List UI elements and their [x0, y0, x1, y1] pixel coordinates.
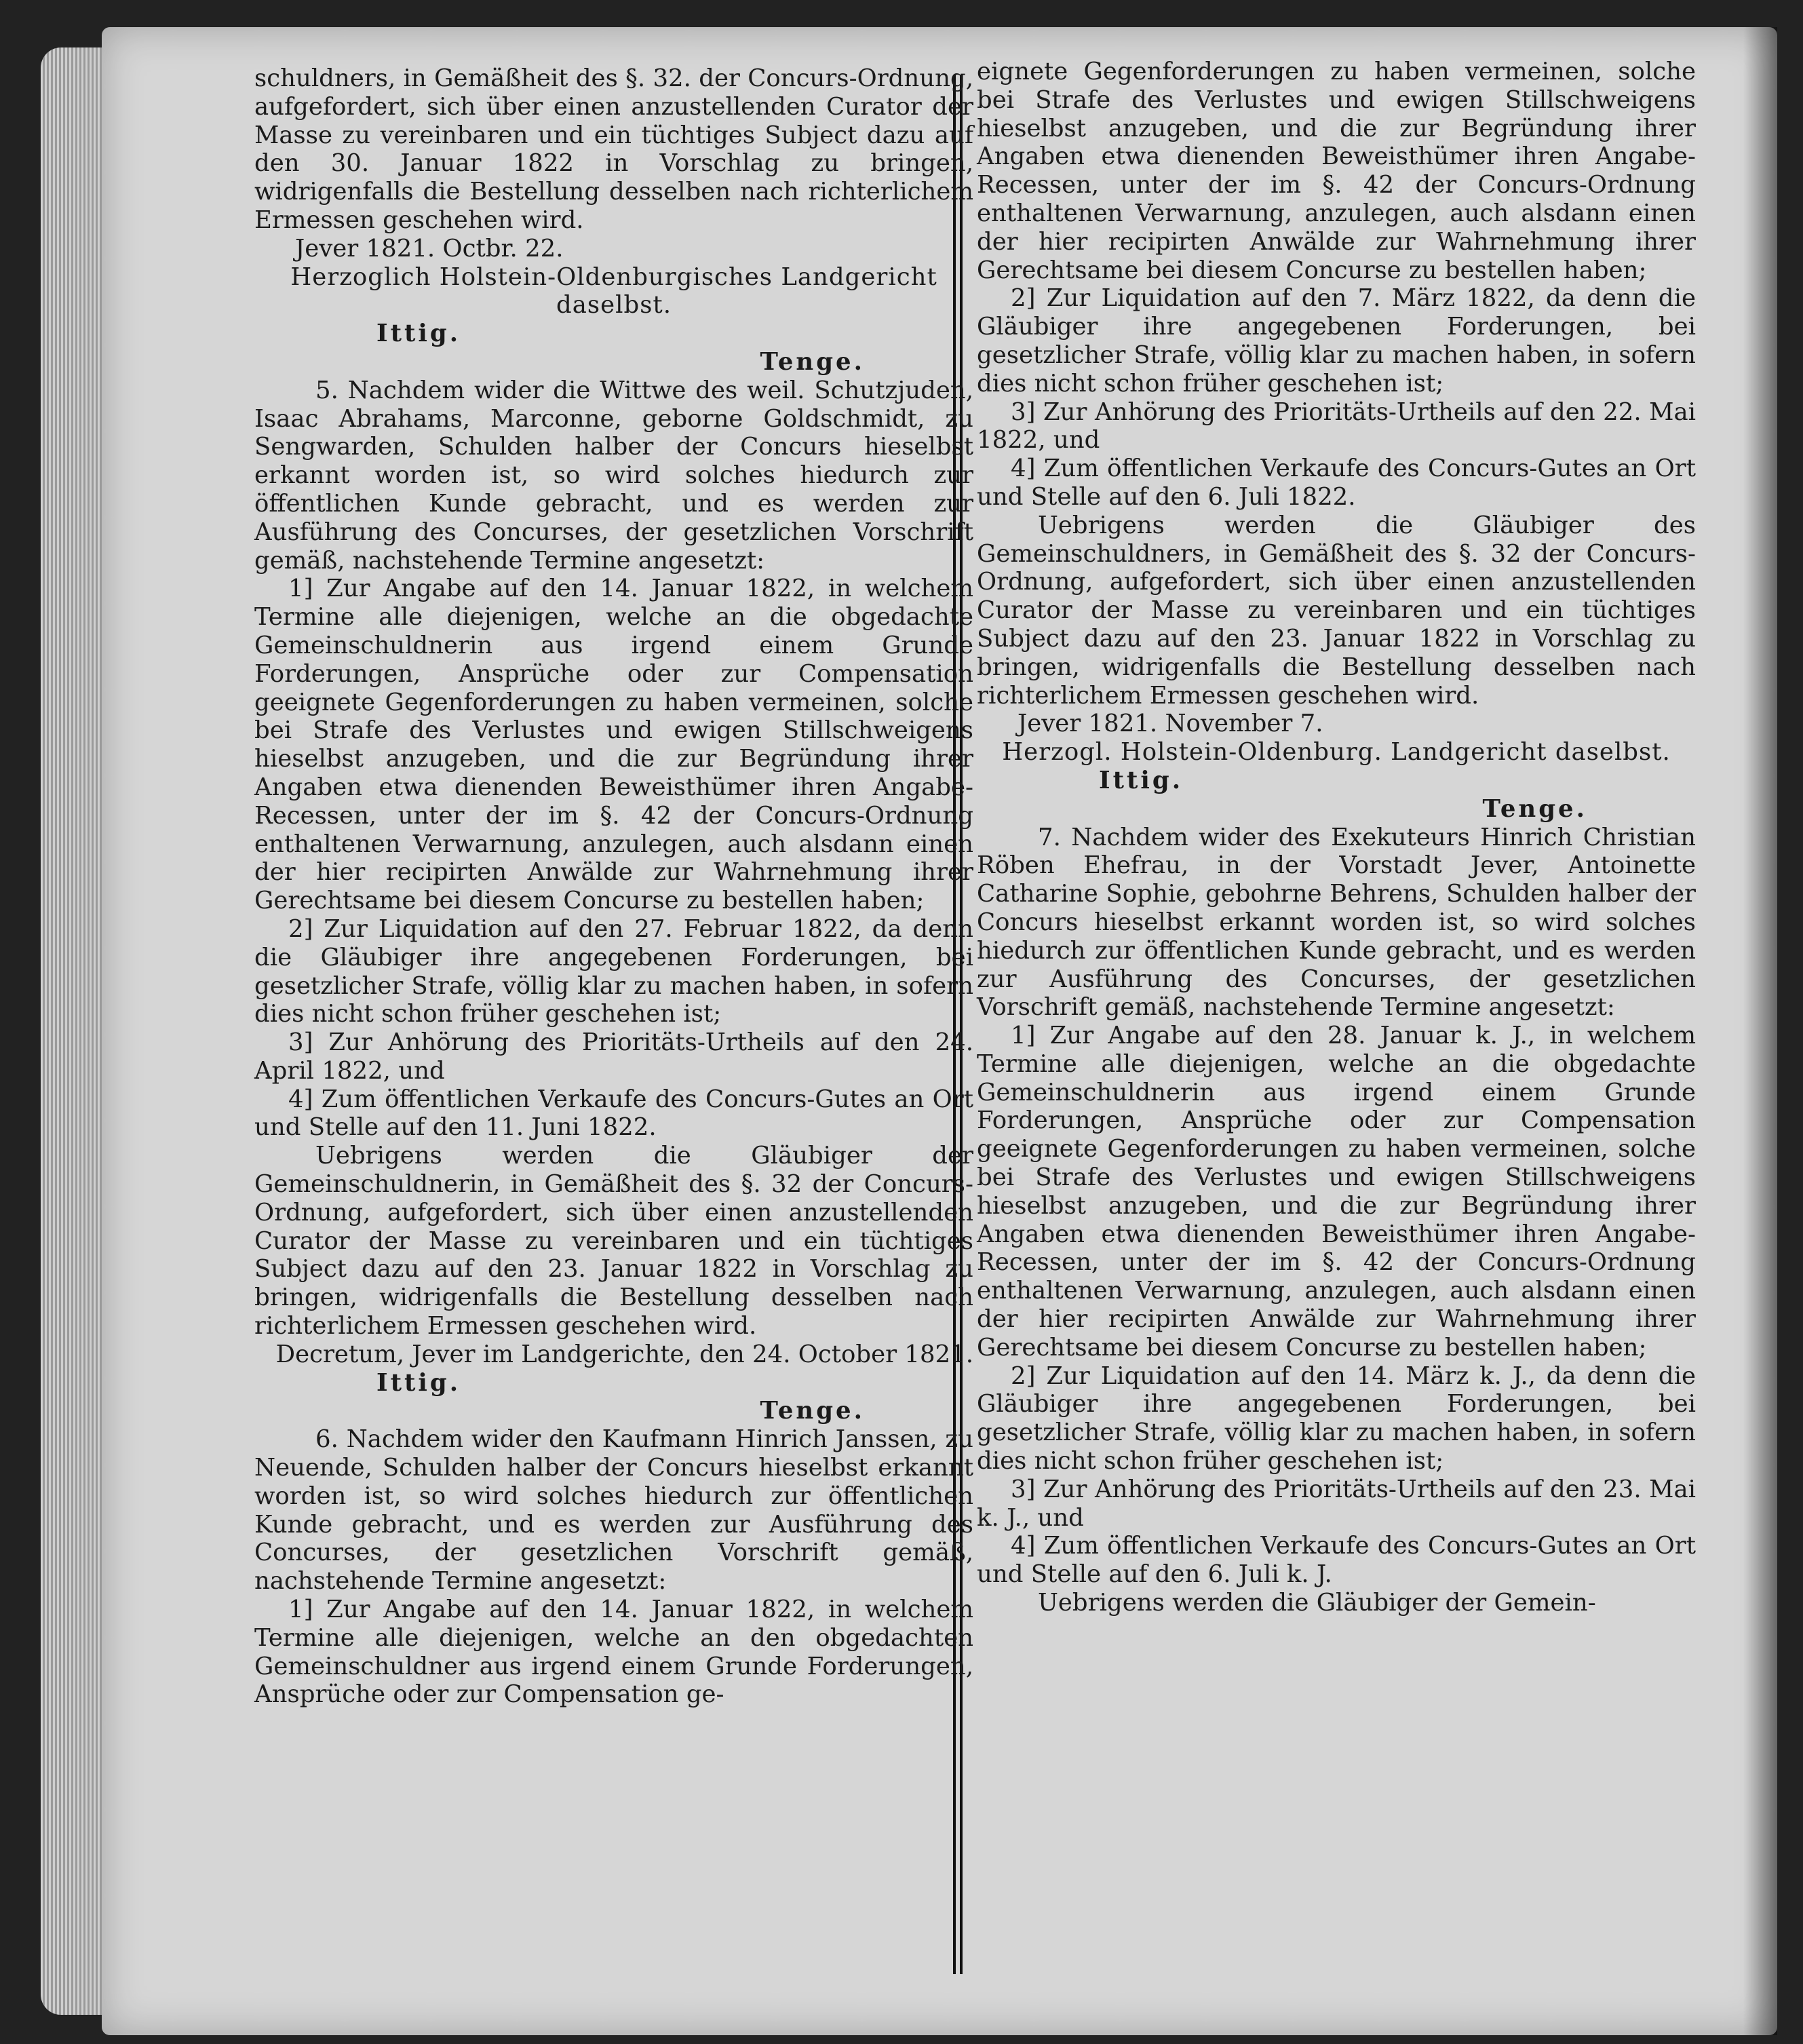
- notice-6-court: Herzogl. Holstein-Oldenburg. Landgericht daselbst.: [1002, 738, 1671, 767]
- notice-7-intro: 7. Nachdem wider des Exekuteurs Hinrich Christian Röben Ehefrau, in der Vorstadt Jever, Antoinette Catharine Sophie, gebohrne Behrens, Schulden halber der Concurs hieselbst erkannt worden ist, so wird solches hiedurch zur öffentlichen Kunde gebracht, und es werden zur Ausführung des Concurses, der gesetzlichen Vorschrift gemäß, nachstehende Termine angesetzt:: [977, 823, 1696, 1022]
- gutter-shadow: [1743, 27, 1777, 2035]
- notice-6-term-3: 3] Zur Anhörung des Prioritäts-Urtheils auf den 22. Mai 1822, und: [977, 398, 1696, 455]
- notice-5-uebrigens: Uebrigens werden die Gläubiger der Gemeinschuldnerin, in Gemäßheit des §. 32 der Concurs-Ordnung, aufgefordert, sich über einen anzustellenden Curator der Masse zu vereinbaren und ein tüchtiges Subject dazu auf den 23. Januar 1822 in Vorschlag zu bringen, widrigenfalls die Bestellung desselben nach richterlichem Ermessen geschehen wird.: [254, 1142, 973, 1341]
- notice-7-term-3: 3] Zur Anhörung des Prioritäts-Urtheils auf den 23. Mai k. J., und: [977, 1475, 1696, 1532]
- left-column: [254, 64, 973, 1709]
- signature-name-ittig: Ittig.: [376, 320, 461, 348]
- notice-5-term-1: 1] Zur Angabe auf den 14. Januar 1822, in welchem Termine alle diejenigen, welche an die obgedachte Gemeinschuldnerin aus irgend einem Grunde Forderungen, Ansprüche oder zur Compensation geeignete Gegenforderungen zu haben vermeinen, solche bei Strafe des Verlustes und ewigen Stillschweigens hieselbst anzugeben, und die zur Begründung ihrer Angaben etwa dienenden Beweisthümer ihren Angabe-Recessen, unter der im §. 42 der Concurs-Ordnung enthaltenen Verwarnung, anzulegen, auch alsdann einen der hier recipirten Anwälde zur Wahrnehmung ihrer Gerechtsame bei diesem Concurse zu bestellen haben;: [254, 575, 973, 915]
- notice-5-decretum: Decretum, Jever im Landgerichte, den 24. October 1821.: [275, 1340, 973, 1368]
- notice-5-term-3: 3] Zur Anhörung des Prioritäts-Urtheils auf den 24. April 1822, und: [254, 1028, 973, 1085]
- notice-6-name-tenge: Tenge.: [1482, 794, 1587, 823]
- notice-5-name-ittig: Ittig.: [376, 1368, 461, 1397]
- signature-court: Herzoglich Holstein-Oldenburgisches Landgericht daselbst.: [290, 263, 937, 320]
- notice-6-intro: 6. Nachdem wider den Kaufmann Hinrich Janssen, zu Neuende, Schulden halber der Concurs hieselbst erkannt worden ist, so wird solches hiedurch zur öffentlichen Kunde gebracht, und es werden zur Ausführung des Concurses, der gesetzlichen Vorschrift gemäß, nachstehende Termine angesetzt:: [254, 1425, 973, 1596]
- notice-7-uebrigens: Uebrigens werden die Gläubiger der Gemein-: [1038, 1589, 1596, 1617]
- notice-5-intro: 5. Nachdem wider die Wittwe des weil. Schutzjuden, Isaac Abrahams, Marconne, geborne Goldschmidt, zu Sengwarden, Schulden halber der Concurs hieselbst erkannt worden ist, so wird solches hiedurch zur öffentlichen Kunde gebracht, und es werden zur Ausführung des Concurses, der gesetzlichen Vorschrift gemäß, nachstehende Termine angesetzt:: [254, 376, 973, 575]
- notice-6-term-2: 2] Zur Liquidation auf den 7. März 1822, da denn die Gläubiger ihre angegebenen Forderungen, bei gesetzlicher Strafe, völlig klar zu machen haben, in sofern dies nicht schon früher geschehen ist;: [977, 284, 1696, 398]
- notice-6-name-ittig: Ittig.: [1099, 766, 1184, 794]
- notice-7-term-4: 4] Zum öffentlichen Verkaufe des Concurs-Gutes an Ort und Stelle auf den 6. Juli k. J.: [977, 1532, 1696, 1589]
- signature-name-tenge: Tenge.: [760, 347, 865, 376]
- notice-7-term-1: 1] Zur Angabe auf den 28. Januar k. J., in welchem Termine alle diejenigen, welche an die obgedachte Gemeinschuldnerin aus irgend einem Grunde Forderungen, Ansprüche oder zur Compensation geeignete Gegenforderungen zu haben vermeinen, solche bei Strafe des Verlustes und ewigen Stillschweigens hieselbst anzugeben, und die zur Begründung ihrer Angaben etwa dienenden Beweisthümer ihren Angabe-Recessen, unter der im §. 42 der Concurs-Ordnung enthaltenen Verwarnung, anzulegen, auch alsdann einen der hier recipirten Anwälde zur Wahrnehmung ihrer Gerechtsame bei diesem Concurse zu bestellen haben;: [977, 1022, 1696, 1362]
- signature-date: Jever 1821. Octbr. 22.: [295, 234, 564, 263]
- notice-5-name-tenge: Tenge.: [760, 1397, 865, 1425]
- notice-6-term-1-cont: eignete Gegenforderungen zu haben vermeinen, solche bei Strafe des Verlustes und ewigen Stillschweigens hieselbst anzugeben, und die zur Begründung ihrer Angaben etwa dienenden Beweisthümer ihren Angabe-Recessen, unter der im §. 42 der Concurs-Ordnung enthaltenen Verwarnung, anzulegen, auch alsdann einen der hier recipirten Anwälde zur Wahrnehmung ihrer Gerechtsame bei diesem Concurse zu bestellen haben;: [977, 58, 1696, 284]
- notice-5-term-2: 2] Zur Liquidation auf den 27. Februar 1822, da denn die Gläubiger ihre angegebenen Forderungen, bei gesetzlicher Strafe, völlig klar zu machen haben, in sofern dies nicht schon früher geschehen ist;: [254, 914, 973, 1028]
- right-column: [977, 58, 1696, 1617]
- notice-6-term-4: 4] Zum öffentlichen Verkaufe des Concurs-Gutes an Ort und Stelle auf den 6. Juli 1822.: [977, 455, 1696, 511]
- notice-6-term-1: 1] Zur Angabe auf den 14. Januar 1822, in welchem Termine alle diejenigen, welche an den obgedachten Gemeinschuldner aus irgend einem Grunde Forderungen, Ansprüche oder zur Compensation ge-: [254, 1596, 973, 1709]
- paragraph-intro: schuldners, in Gemäßheit des §. 32. der Concurs-Ordnung, aufgefordert, sich über einen anzustellenden Curator der Masse zu vereinbaren und ein tüchtiges Subject dazu auf den 30. Januar 1822 in Vorschlag zu bringen, widrigenfalls die Bestellung desselben nach richterlichem Ermessen geschehen wird.: [254, 64, 973, 234]
- notice-6-uebrigens: Uebrigens werden die Gläubiger des Gemeinschuldners, in Gemäßheit des §. 32 der Concurs-Ordnung, aufgefordert, sich über einen anzustellenden Curator der Masse zu vereinbaren und ein tüchtiges Subject dazu auf den 23. Januar 1822 in Vorschlag zu bringen, widrigenfalls die Bestellung desselben nach richterlichem Ermessen geschehen wird.: [977, 511, 1696, 710]
- notice-7-term-2: 2] Zur Liquidation auf den 14. März k. J., da denn die Gläubiger ihre angegebenen Forderungen, bei gesetzlicher Strafe, völlig klar zu machen haben, in sofern dies nicht schon früher geschehen ist;: [977, 1362, 1696, 1476]
- notice-5-term-4: 4] Zum öffentlichen Verkaufe des Concurs-Gutes an Ort und Stelle auf den 11. Juni 1822.: [254, 1085, 973, 1142]
- notice-6-date: Jever 1821. November 7.: [1017, 710, 1323, 738]
